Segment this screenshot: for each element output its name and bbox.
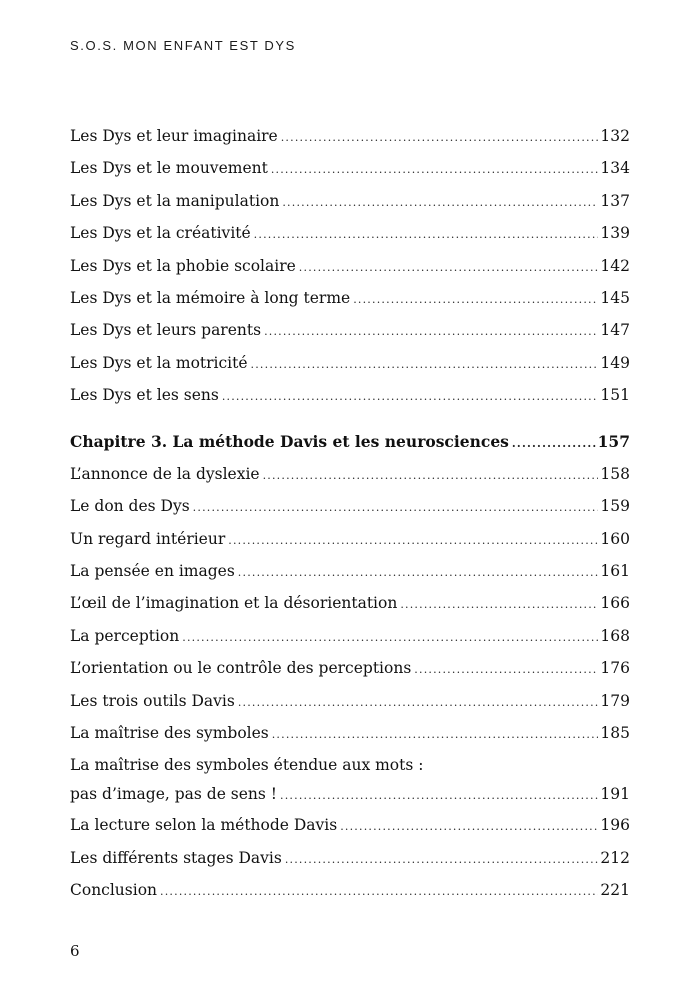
toc-entry[interactable] [70, 120, 630, 152]
dot-leader [353, 284, 598, 314]
toc-entry-page: 149 [600, 353, 630, 372]
toc-entry-title: Un regard intérieur [70, 529, 226, 548]
toc-entry[interactable] [70, 842, 630, 874]
toc-entry-title: Les Dys et la manipulation [70, 191, 280, 210]
toc-entry-page: 145 [600, 288, 630, 307]
toc-entry[interactable] [70, 282, 630, 314]
toc-entry-page: 139 [600, 224, 630, 243]
toc-entry-page: 160 [600, 529, 630, 548]
toc-entry-page: 158 [600, 464, 630, 483]
toc-entry[interactable] [70, 314, 630, 346]
toc-entry-page: 142 [600, 256, 630, 275]
toc-entry-title: Les Dys et leurs parents [70, 321, 262, 340]
toc-entry[interactable] [70, 620, 630, 652]
toc-entry-page: 159 [600, 497, 630, 516]
toc-entry-title: Les trois outils Davis [70, 691, 235, 710]
toc-entry-title: Les Dys et la motricité [70, 353, 248, 372]
dot-leader [281, 122, 599, 152]
toc-entry[interactable] [70, 217, 630, 249]
dot-leader [299, 252, 599, 282]
dot-leader [400, 589, 598, 619]
toc-entry[interactable] [70, 874, 630, 906]
toc-entry[interactable] [70, 490, 630, 522]
toc-entry-page: 191 [600, 785, 630, 804]
dot-leader [263, 460, 599, 490]
dot-leader [193, 492, 599, 522]
toc-entry-page: 196 [600, 816, 630, 835]
toc-entry-title: Les Dys et le mouvement [70, 159, 268, 178]
toc-entry[interactable] [70, 685, 630, 717]
toc-entry-line2 [70, 779, 630, 809]
page-number: 6 [70, 942, 80, 960]
toc-entry[interactable] [70, 152, 630, 184]
toc-entry-title: La pensée en images [70, 562, 235, 581]
dot-leader [238, 557, 599, 587]
dot-leader [272, 719, 599, 749]
toc-entry-page: 176 [600, 659, 630, 678]
running-header: S.O.S. MON ENFANT EST DYS [70, 38, 296, 53]
chapter-page: 157 [597, 431, 630, 451]
toc-entry-title: La maîtrise des symboles [70, 724, 269, 743]
toc-entry-page: 185 [600, 724, 630, 743]
toc-entry-page: 179 [600, 691, 630, 710]
toc-entry[interactable] [70, 809, 630, 841]
toc-entry-title-line2: pas d’image, pas de sens ! [70, 785, 278, 804]
toc-entry-title-line1: La maîtrise des symboles étendue aux mots : [70, 756, 424, 775]
toc-entry-title: La lecture selon la méthode Davis [70, 816, 338, 835]
toc-entry-title: Les Dys et leur imaginaire [70, 127, 278, 145]
toc-entry[interactable] [70, 523, 630, 555]
toc-entry-title: Les Dys et les sens [70, 386, 219, 405]
toc-entry[interactable] [70, 185, 630, 217]
toc-entry-page: 151 [600, 386, 630, 405]
dot-leader [238, 687, 599, 717]
toc-entry-page: 132 [600, 127, 630, 145]
toc-entry[interactable] [70, 717, 630, 749]
toc-entry-multiline[interactable] [70, 751, 630, 809]
toc-entry-title: Le don des Dys [70, 497, 190, 516]
toc-entry-title: Les Dys et la mémoire à long terme [70, 288, 351, 307]
toc-entry-title: Les Dys et la créativité [70, 224, 251, 243]
dot-leader [264, 316, 598, 346]
toc-chapter-heading[interactable] [70, 426, 630, 458]
toc-entry[interactable] [70, 250, 630, 282]
toc-entry-page: 161 [600, 562, 630, 581]
dot-leader [160, 876, 598, 906]
toc-entry-page: 134 [600, 159, 630, 178]
toc-entry-page: 168 [600, 626, 630, 645]
toc-entry-title: Les Dys et la phobie scolaire [70, 256, 296, 275]
dot-leader [271, 154, 599, 184]
toc-entry-title: L’annonce de la dyslexie [70, 464, 260, 483]
toc-entry[interactable] [70, 555, 630, 587]
toc-entry-title: Les différents stages Davis [70, 848, 282, 867]
dot-leader [254, 219, 599, 249]
dot-leader [340, 811, 598, 841]
toc-entry[interactable] [70, 347, 630, 379]
dot-leader [285, 844, 599, 874]
dot-leader [414, 654, 598, 684]
dot-leader [228, 525, 598, 555]
toc-entry-title: L’orientation ou le contrôle des perceptions [70, 659, 412, 678]
toc-entry[interactable] [70, 652, 630, 684]
dot-leader [280, 781, 598, 809]
toc-entry-title: Conclusion [70, 881, 158, 900]
toc-entry-title: L’œil de l’imagination et la désorientation [70, 594, 398, 613]
dot-leader [251, 349, 599, 379]
toc-entry-page: 212 [600, 848, 630, 867]
toc-entry-page: 166 [600, 594, 630, 613]
table-of-contents [70, 120, 630, 907]
dot-leader [282, 187, 598, 217]
toc-entry-page: 221 [600, 881, 630, 900]
dot-leader [512, 428, 596, 458]
toc-entry[interactable] [70, 379, 630, 411]
toc-entry-page: 147 [600, 321, 630, 340]
toc-entry[interactable] [70, 587, 630, 619]
toc-entry[interactable] [70, 458, 630, 490]
dot-leader [182, 622, 598, 652]
dot-leader [222, 381, 599, 411]
toc-entry-title: La perception [70, 626, 180, 645]
chapter-title: Chapitre 3. La méthode Davis et les neurosciences [70, 431, 509, 451]
toc-entry-page: 137 [600, 191, 630, 210]
